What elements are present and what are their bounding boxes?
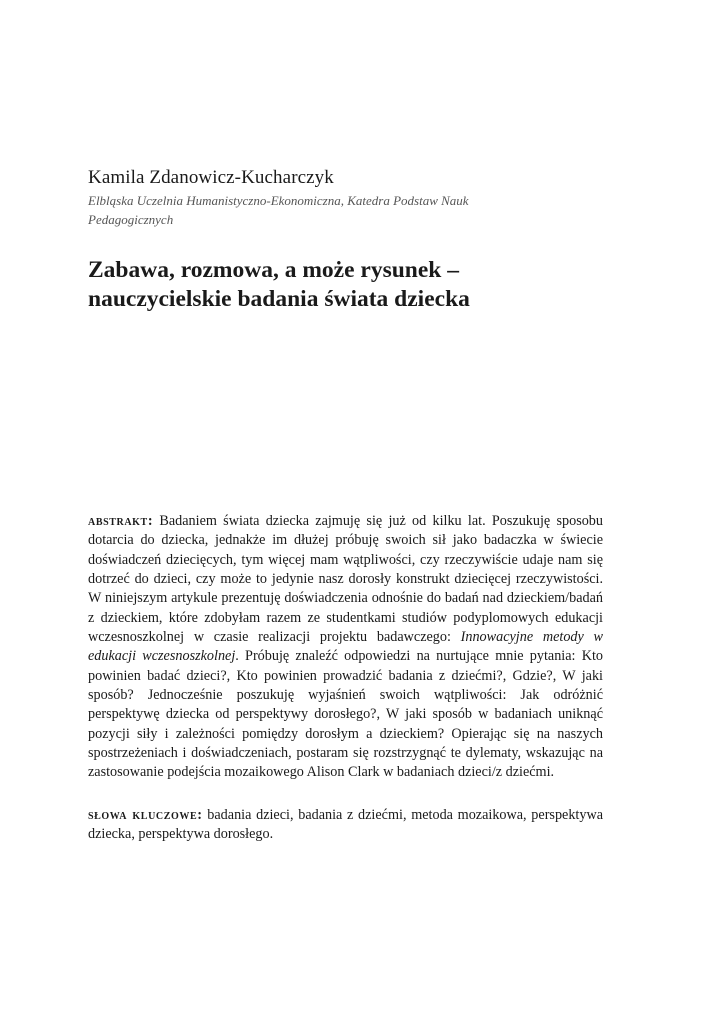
keywords-text: badania dzieci, badania z dziećmi, metoda mozaikowa, perspektywa dziecka, perspektywa dorosłego. bbox=[88, 807, 604, 843]
keywords-paragraph bbox=[88, 806, 603, 845]
abstract-paragraph bbox=[88, 512, 603, 783]
abstract-text-part-1: Badaniem świata dziecka zajmuję się już od kilku lat. Poszukuję sposobu dotarcia do dziecka, jednakże im dłużej próbuję swoich sił jako badaczka w świecie doświadczeń dziecięcych, tym więcej mam wątpliwości, czy rzeczywiście udaje nam się dotrzeć do dzieci, czy może to jedynie nasz dorosły konstrukt dziecięcej rzeczywistości. W niniejszym artykule prezentuję doświadczenia odnośnie do badań nad dzieckiem/badań z dzieckiem, które zdobyłam razem ze studentkami studiów podyplomowych edukacji wczesnoszkolnej w czasie realizacji projektu badawczego: bbox=[88, 513, 603, 646]
abstract-text-part-2: . Próbuję znaleźć odpowiedzi na nurtujące mnie pytania: Kto powinien badać dzieci?, Kto powinien prowadzić badania z dziećmi?, Gdzie?, W jaki sposób? Jednocześnie poszukuję wyjaśnień swoich wątpliwości: Jak odróżnić perspektywę dziecka od perspektywy dorosłego?, W jaki sposób w badaniach uniknąć pozycji siły i zależności pomiędzy dorosłym a dzieckiem? Opierając się na naszych spostrzeżeniach i doświadczeniach, postaram się rozstrzygnąć te dylematy, wskazując na zastosowanie podejścia mozaikowego Alison Clark w badaniach dzieci/z dziećmi. bbox=[88, 648, 603, 781]
title-line-1: Zabawa, rozmowa, a może rysunek – bbox=[88, 257, 459, 283]
abstract-label: abstrakt: bbox=[88, 513, 154, 529]
affiliation-line-2: Pedagogicznych bbox=[88, 212, 174, 227]
author-name: Kamila Zdanowicz-Kucharczyk bbox=[88, 167, 334, 188]
keywords-label: słowa kluczowe: bbox=[88, 807, 203, 823]
affiliation-line-1: Elbląska Uczelnia Humanistyczno-Ekonomiczna, Katedra Podstaw Nauk bbox=[88, 193, 469, 208]
abstract-project-title: Innowacyjne metody w edukacji wczesnoszkolnej bbox=[88, 629, 603, 665]
article-title bbox=[88, 256, 603, 314]
author-affiliation bbox=[88, 191, 558, 229]
title-line-2: nauczycielskie badania świata dziecka bbox=[88, 286, 470, 312]
article-first-page bbox=[88, 0, 603, 1024]
